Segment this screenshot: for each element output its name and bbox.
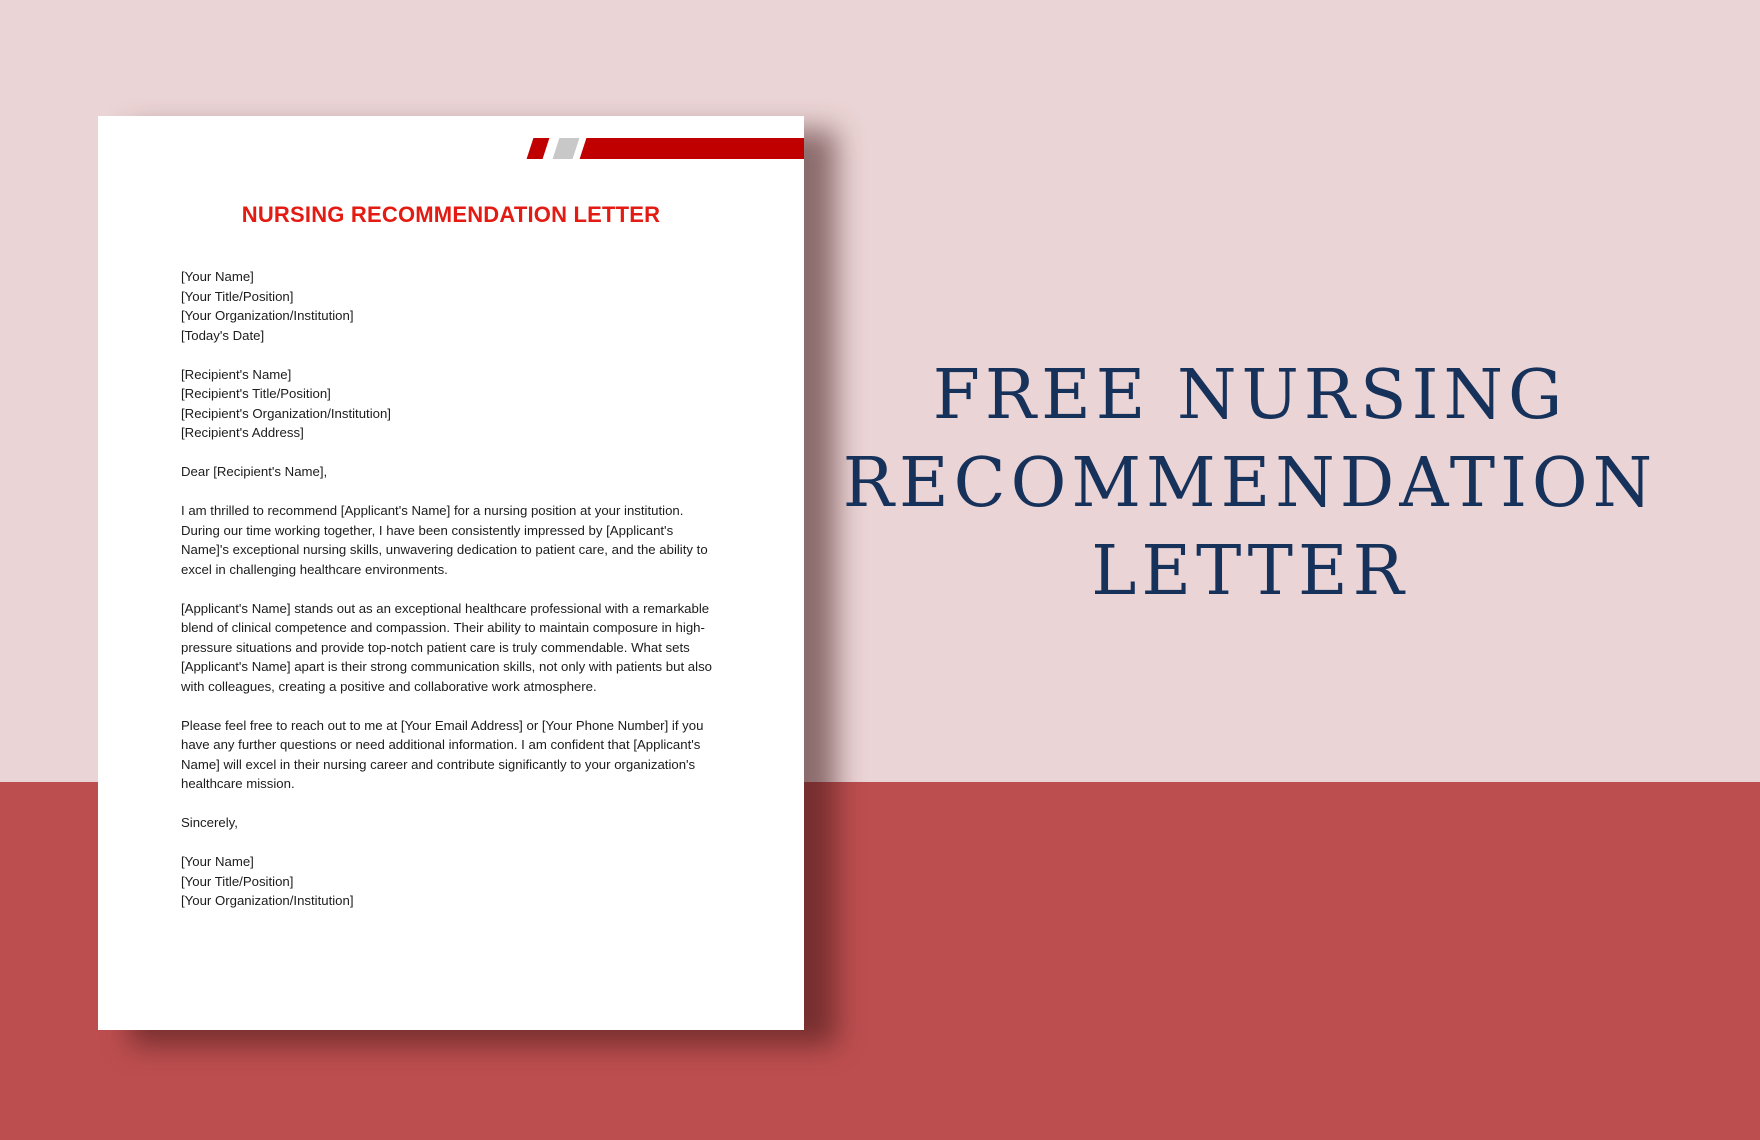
- letter-body: [181, 267, 721, 930]
- recipient-block: [181, 365, 721, 443]
- headline-line-3: LETTER: [1091, 532, 1409, 611]
- sender-block: [181, 267, 721, 345]
- signature-block: [181, 852, 721, 911]
- signature-name: [Your Name]: [181, 854, 254, 869]
- headline-line-1: FREE NURSING: [932, 356, 1568, 435]
- sender-title: [Your Title/Position]: [181, 288, 294, 304]
- letter-title: NURSING RECOMMENDATION LETTER: [241, 202, 661, 227]
- header-accent-gray: [553, 138, 580, 159]
- body-paragraph-1: I am thrilled to recommend [Applicant's Name] for a nursing position at your institution. During our time working together, I have been consistently impressed by [Applicant's Name]'s exceptional nursing skills, unwavering dedication to patient care, and the ability to excel in challenging healthcare environments.: [181, 503, 708, 577]
- header-accent-red-bar: [580, 138, 804, 159]
- signature-organization: [Your Organization/Institution]: [181, 893, 354, 908]
- closing: Sincerely,: [181, 815, 238, 830]
- body-paragraph-2: [Applicant's Name] stands out as an exceptional healthcare professional with a remarkable blend of clinical competence and compassion. Their ability to maintain composure in high-pressure situations and provide top-notch patient care is truly commendable. What sets [Applicant's Name] apart is their strong communication skills, not only with patients but also with colleagues, creating a positive and collaborative work atmosphere.: [181, 600, 712, 694]
- recipient-name: [Recipient's Name]: [181, 366, 292, 382]
- sender-organization: [Your Organization/Institution]: [181, 308, 354, 323]
- salutation: Dear [Recipient's Name],: [181, 464, 328, 479]
- letter-page: [98, 116, 804, 1030]
- sender-date: [Today's Date]: [181, 327, 265, 343]
- headline-line-2: RECOMMENDATION: [842, 444, 1658, 523]
- recipient-address: [Recipient's Address]: [181, 425, 304, 440]
- recipient-organization: [Recipient's Organization/Institution]: [181, 405, 391, 421]
- signature-title: [Your Title/Position]: [181, 873, 294, 889]
- header-accent-red-small: [527, 138, 550, 159]
- promo-headline: [840, 352, 1660, 616]
- body-paragraph-3: Please feel free to reach out to me at [Your Email Address] or [Your Phone Number] if you have any further questions or need additional information. I am confident that [Applicant's Name] will excel in their nursing career and contribute significantly to your organization's healthcare mission.: [181, 717, 704, 791]
- recipient-title: [Recipient's Title/Position]: [181, 386, 331, 401]
- sender-name: [Your Name]: [181, 269, 254, 284]
